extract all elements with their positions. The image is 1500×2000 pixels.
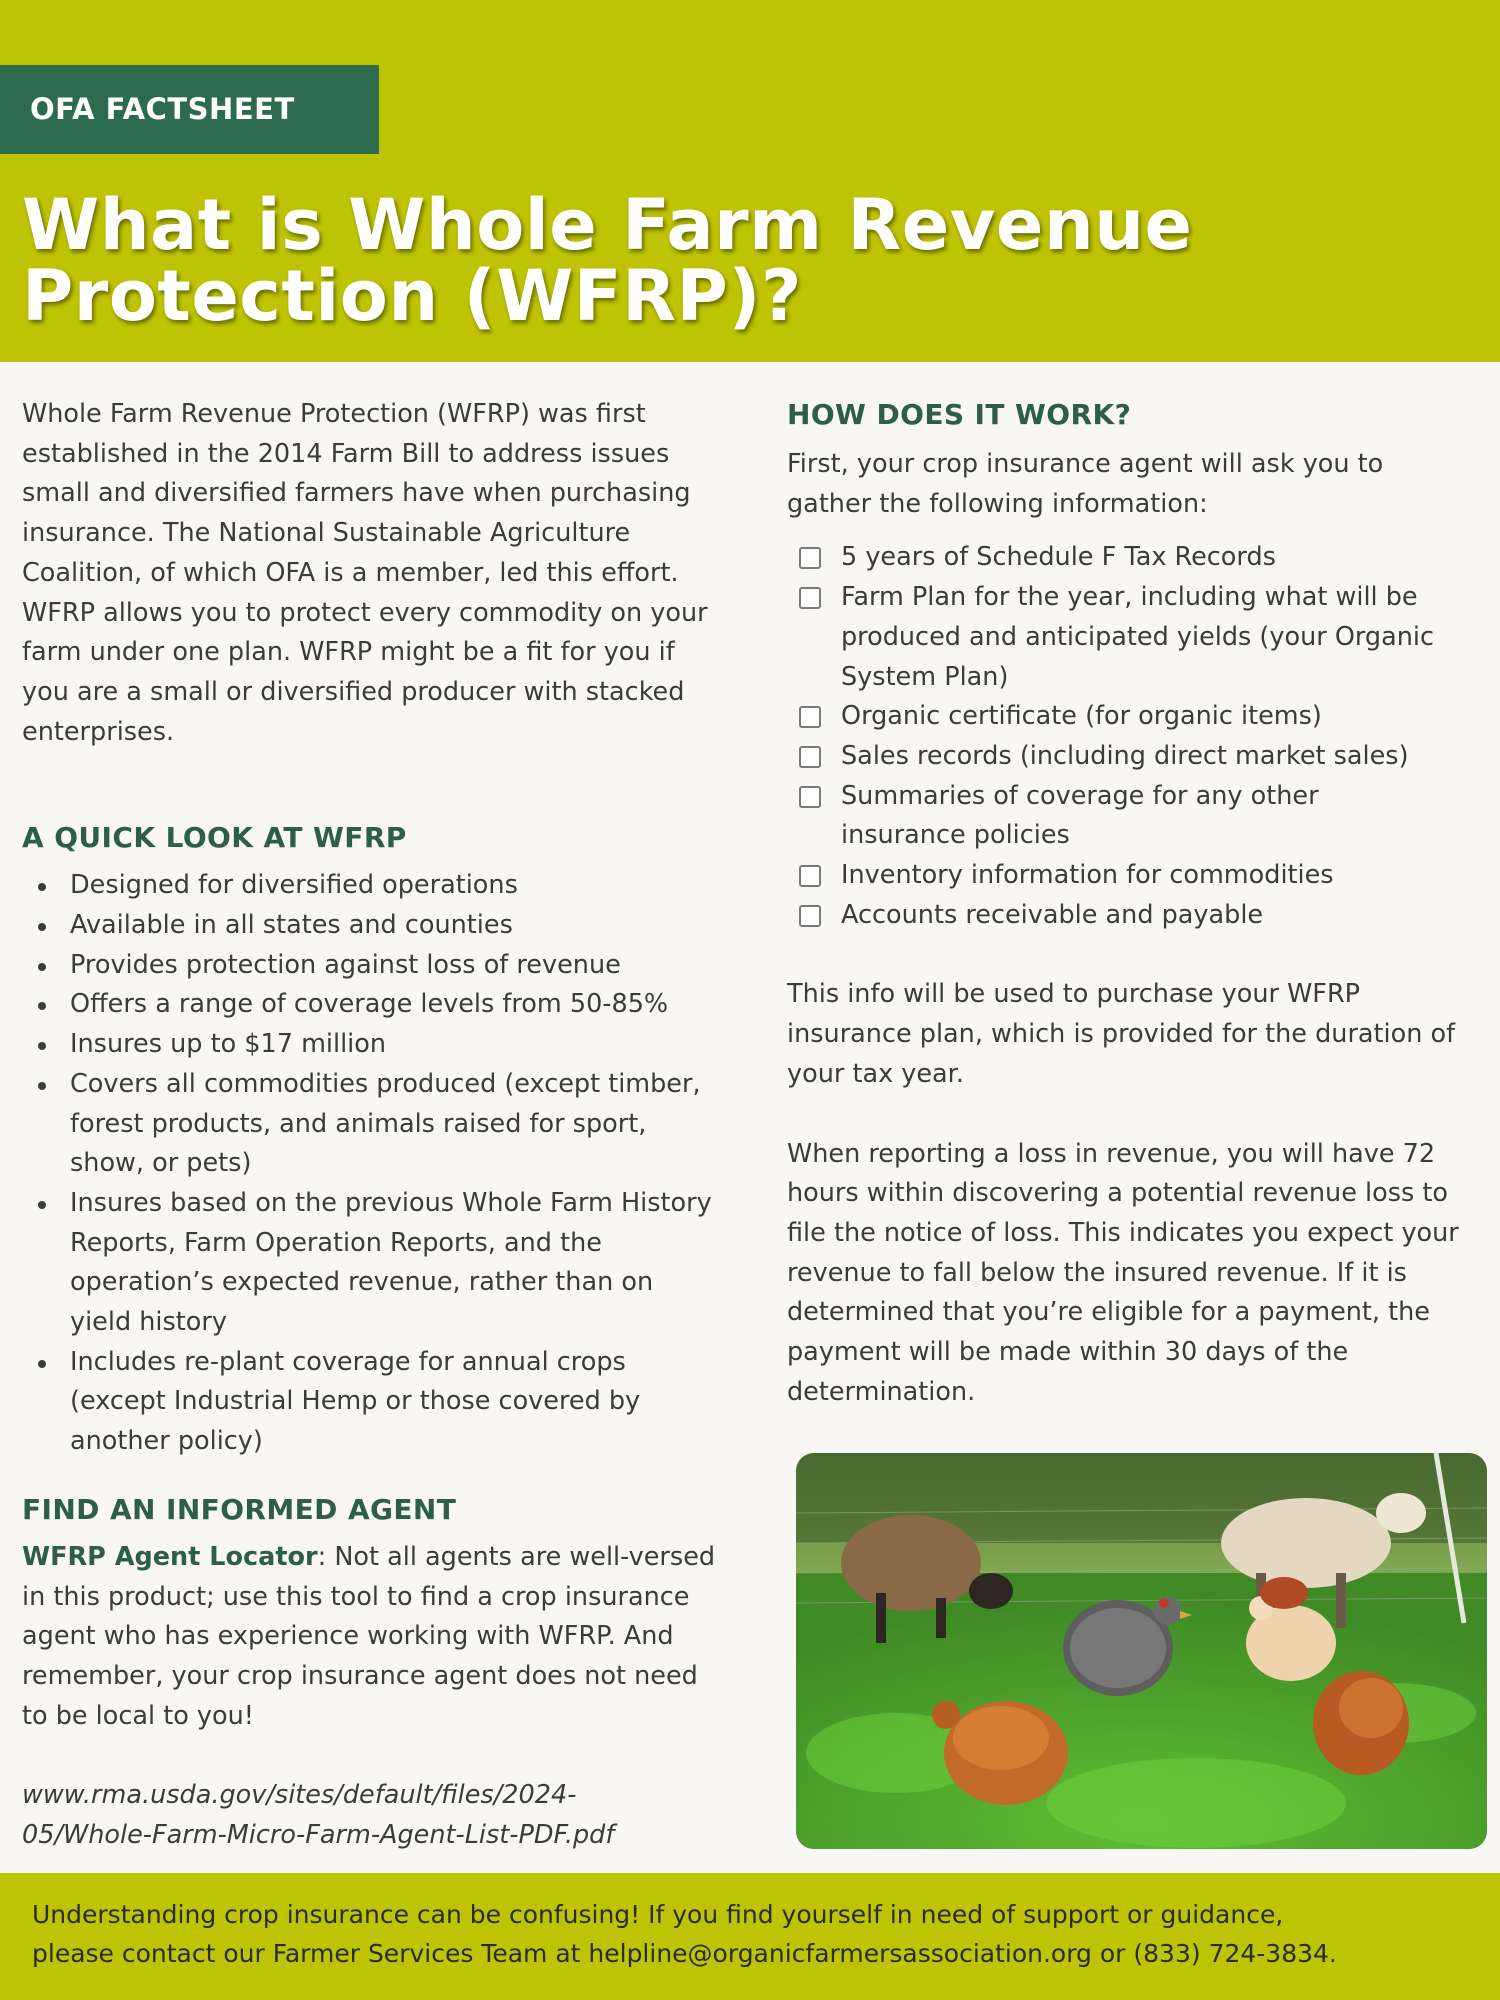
checkbox[interactable]	[799, 706, 821, 728]
quick-look-list	[22, 866, 712, 1462]
bullet-icon	[38, 1201, 46, 1209]
footer-banner	[0, 1873, 1500, 2000]
checkbox[interactable]	[799, 547, 821, 569]
checkbox[interactable]	[799, 746, 821, 768]
bullet-icon	[38, 1082, 46, 1090]
checkbox[interactable]	[799, 786, 821, 808]
checklist-item: Inventory information for commodities	[787, 856, 1492, 896]
agent-locator-link[interactable]: WFRP Agent Locator	[22, 1541, 318, 1572]
list-item: Provides protection against loss of revenue	[22, 946, 712, 986]
document-checklist	[787, 538, 1492, 935]
how-it-works-heading: HOW DOES IT WORK?	[787, 398, 1132, 431]
loss-paragraph: When reporting a loss in revenue, you will have 72 hours within discovering a potential revenue loss to file the notice of loss. This indicates you expect your revenue to fall below the insured revenue. If it is determined that you’re eligible for a payment, the payment will be made within 30 days of the determination.	[787, 1138, 1459, 1407]
checklist-item: 5 years of Schedule F Tax Records	[787, 538, 1492, 578]
footer-contact-text: Understanding crop insurance can be confusing! If you find yourself in need of support or guidance, please contact our Farmer Services Team at helpline@organicfarmersassociation.org or (833) 724-3834.	[32, 1900, 1337, 1968]
agent-paragraph	[22, 1538, 727, 1737]
factsheet-badge: OFA FACTSHEET	[0, 65, 379, 154]
title-line-2: Protection (WFRP)?	[22, 255, 802, 337]
agent-list-url[interactable]: www.rma.usda.gov/sites/default/files/2024- 05/Whole-Farm-Micro-Farm-Agent-List-PDF.pdf	[22, 1780, 615, 1851]
checkbox[interactable]	[799, 865, 821, 887]
bullet-icon	[38, 883, 46, 891]
checklist-item: Farm Plan for the year, including what will be produced and anticipated yields (your Organic System Plan)	[787, 578, 1492, 697]
checkbox[interactable]	[799, 905, 821, 927]
quick-look-heading: A QUICK LOOK AT WFRP	[22, 821, 407, 855]
page-title	[22, 184, 1222, 337]
checklist-item: Sales records (including direct market sales)	[787, 737, 1492, 777]
bullet-icon	[38, 1002, 46, 1010]
header-banner	[0, 0, 1500, 362]
checklist-item: Summaries of coverage for any other insurance policies	[787, 777, 1492, 856]
title-line-1: What is Whole Farm Revenue	[22, 184, 1193, 266]
find-agent-heading: FIND AN INFORMED AGENT	[22, 1492, 457, 1526]
how-intro: First, your crop insurance agent will ask you to gather the following information:	[787, 449, 1384, 519]
right-column	[787, 395, 1492, 1412]
bullet-icon	[38, 923, 46, 931]
list-item: Available in all states and counties	[22, 906, 712, 946]
intro-paragraph: Whole Farm Revenue Protection (WFRP) was first established in the 2014 Farm Bill to address issues small and diversified farmers have when purchasing insurance. The National Sustainable Agriculture Coalition, of which OFA is a member, led this effort. WFRP allows you to protect every commodity on your farm under one plan. WFRP might be a fit for you if you are a small or diversified producer with stacked enterprises.	[22, 399, 708, 747]
bullet-icon	[38, 1042, 46, 1050]
list-item: Insures up to $17 million	[22, 1025, 712, 1065]
checklist-item: Accounts receivable and payable	[787, 896, 1492, 936]
list-item: Includes re-plant coverage for annual crops (except Industrial Hemp or those covered by another policy)	[22, 1343, 712, 1462]
bullet-icon	[38, 963, 46, 971]
list-item: Designed for diversified operations	[22, 866, 712, 906]
checklist-item: Organic certificate (for organic items)	[787, 697, 1492, 737]
list-item: Offers a range of coverage levels from 50-85%	[22, 985, 712, 1025]
list-item: Insures based on the previous Whole Farm History Reports, Farm Operation Reports, and the operation’s expected revenue, rather than on yield history	[22, 1184, 712, 1343]
purchase-paragraph: This info will be used to purchase your WFRP insurance plan, which is provided for the duration of your tax year.	[787, 979, 1456, 1089]
checkbox[interactable]	[799, 587, 821, 609]
list-item: Covers all commodities produced (except timber, forest products, and animals raised for sport, show, or pets)	[22, 1065, 712, 1184]
farm-animals-photo	[796, 1453, 1487, 1849]
agent-description: : Not all agents are well-versed in this product; use this tool to find a crop insurance agent who has experience working with WFRP. And remember, your crop insurance agent does not need to be local to you!	[22, 1541, 716, 1731]
bullet-icon	[38, 1360, 46, 1368]
left-column	[22, 395, 727, 1856]
